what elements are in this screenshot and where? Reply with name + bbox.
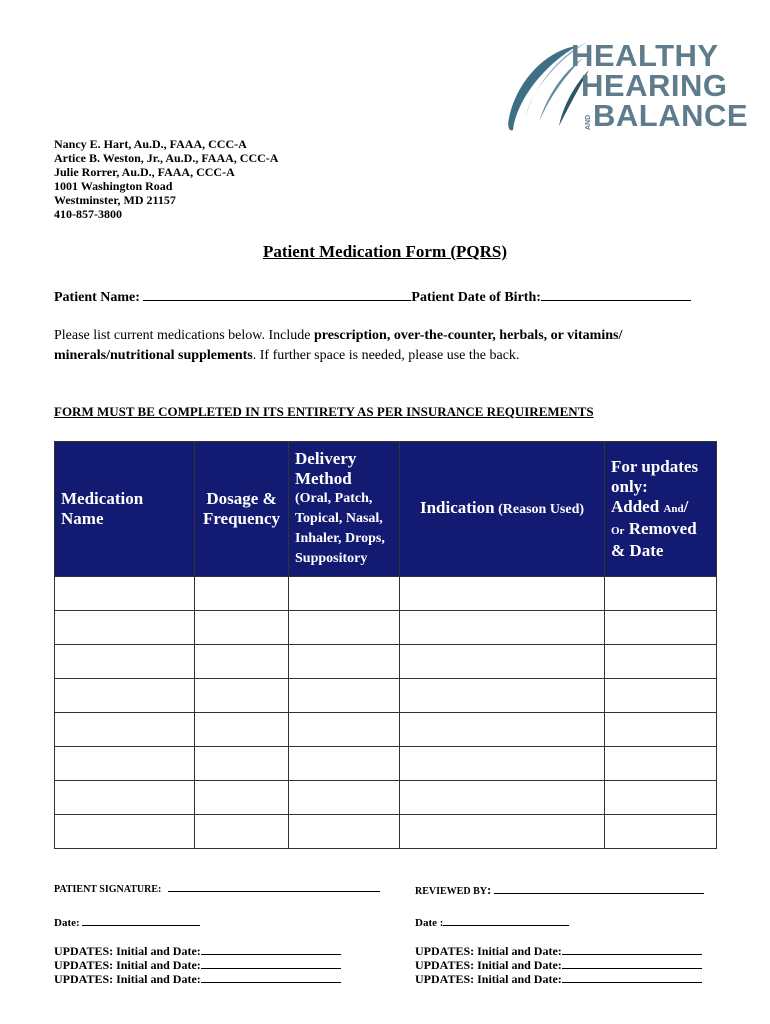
address-line: Julie Rorrer, Au.D., FAAA, CCC-A xyxy=(54,165,235,179)
delivery-cell[interactable] xyxy=(289,815,400,849)
reviewed-by: REVIEWED BY: xyxy=(415,882,704,898)
patient-dob-label: Patient Date of Birth: xyxy=(411,290,541,305)
date-right-label: Date : xyxy=(415,917,444,929)
updates-field[interactable] xyxy=(562,958,702,969)
indication-cell[interactable] xyxy=(400,747,605,781)
delivery-cell[interactable] xyxy=(289,611,400,645)
table-row xyxy=(55,577,717,611)
updates-cell[interactable] xyxy=(605,815,717,849)
indication-cell[interactable] xyxy=(400,679,605,713)
dosage-cell[interactable] xyxy=(195,815,289,849)
address-line: 410-857-3800 xyxy=(54,207,122,221)
updates-cell[interactable] xyxy=(605,781,717,815)
updates-right xyxy=(415,944,702,986)
table-row xyxy=(55,679,717,713)
date-right-field[interactable] xyxy=(443,916,569,926)
medication-cell[interactable] xyxy=(55,713,195,747)
dosage-cell[interactable] xyxy=(195,679,289,713)
medication-cell[interactable] xyxy=(55,781,195,815)
table-row xyxy=(55,713,717,747)
updates-field[interactable] xyxy=(201,958,341,969)
logo-word-and: AND xyxy=(585,114,592,130)
delivery-cell[interactable] xyxy=(289,747,400,781)
practice-address xyxy=(54,137,278,221)
header-delivery-method: Delivery Method (Oral, Patch, Topical, Nasal, Inhaler, Drops, Suppository xyxy=(289,442,400,577)
indication-cell[interactable] xyxy=(400,577,605,611)
header-dosage-frequency: Dosage & Frequency xyxy=(195,442,289,577)
updates-line: UPDATES: Initial and Date: xyxy=(415,944,702,958)
date-left-field[interactable] xyxy=(82,916,200,926)
header-indication: Indication (Reason Used) xyxy=(400,442,605,577)
updates-cell[interactable] xyxy=(605,713,717,747)
updates-field[interactable] xyxy=(201,944,341,955)
medication-table xyxy=(54,441,717,849)
updates-left xyxy=(54,944,341,986)
medication-cell[interactable] xyxy=(55,645,195,679)
logo-word-hearing: HEARING xyxy=(581,68,728,103)
updates-line: UPDATES: Initial and Date: xyxy=(415,972,702,986)
patient-signature-field[interactable] xyxy=(168,882,380,892)
instructions xyxy=(54,326,734,366)
dosage-cell[interactable] xyxy=(195,747,289,781)
dosage-cell[interactable] xyxy=(195,713,289,747)
address-line: 1001 Washington Road xyxy=(54,179,173,193)
medication-cell[interactable] xyxy=(55,577,195,611)
indication-cell[interactable] xyxy=(400,645,605,679)
indication-cell[interactable] xyxy=(400,815,605,849)
delivery-cell[interactable] xyxy=(289,781,400,815)
reviewed-by-label: REVIEWED BY xyxy=(415,886,487,897)
updates-line: UPDATES: Initial and Date: xyxy=(54,958,341,972)
address-line: Nancy E. Hart, Au.D., FAAA, CCC-A xyxy=(54,137,247,151)
patient-dob-field[interactable] xyxy=(541,288,691,301)
updates-cell[interactable] xyxy=(605,747,717,781)
medication-cell[interactable] xyxy=(55,747,195,781)
delivery-cell[interactable] xyxy=(289,713,400,747)
instructions-bold: prescription, over-the-counter, herbals, or vitamins/ minerals/nutritional supplements xyxy=(54,328,623,363)
updates-field[interactable] xyxy=(562,944,702,955)
header-updates: For updates only: Added And/ Or Removed & Date xyxy=(605,442,717,577)
indication-cell[interactable] xyxy=(400,611,605,645)
reviewed-by-field[interactable] xyxy=(494,884,704,894)
patient-signature-label: PATIENT SIGNATURE: xyxy=(54,884,162,895)
dosage-cell[interactable] xyxy=(195,577,289,611)
dosage-cell[interactable] xyxy=(195,781,289,815)
insurance-warning: FORM MUST BE COMPLETED IN ITS ENTIRETY AS PER INSURANCE REQUIREMENTS xyxy=(54,404,594,419)
indication-cell[interactable] xyxy=(400,781,605,815)
date-left xyxy=(54,916,200,929)
table-row xyxy=(55,781,717,815)
delivery-cell[interactable] xyxy=(289,577,400,611)
updates-field[interactable] xyxy=(201,972,341,983)
logo-word-healthy: HEALTHY xyxy=(571,38,719,73)
address-line: Artice B. Weston, Jr., Au.D., FAAA, CCC-A xyxy=(54,151,279,165)
updates-cell[interactable] xyxy=(605,679,717,713)
medication-cell[interactable] xyxy=(55,815,195,849)
table-row xyxy=(55,815,717,849)
header-medication-name: Medication Name xyxy=(55,442,195,577)
updates-cell[interactable] xyxy=(605,645,717,679)
instructions-text-end: . If further space is needed, please use the back. xyxy=(252,348,520,363)
table-header-row xyxy=(55,442,717,577)
dosage-cell[interactable] xyxy=(195,645,289,679)
date-left-label: Date: xyxy=(54,917,80,929)
patient-name-label: Patient Name: xyxy=(54,290,144,305)
indication-cell[interactable] xyxy=(400,713,605,747)
address-line: Westminster, MD 21157 xyxy=(54,193,176,207)
date-right xyxy=(415,916,569,929)
delivery-cell[interactable] xyxy=(289,679,400,713)
logo xyxy=(503,38,749,134)
table-row xyxy=(55,747,717,781)
delivery-cell[interactable] xyxy=(289,645,400,679)
updates-line: UPDATES: Initial and Date: xyxy=(54,972,341,986)
logo-word-balance: BALANCE xyxy=(593,98,749,133)
dosage-cell[interactable] xyxy=(195,611,289,645)
medication-cell[interactable] xyxy=(55,611,195,645)
updates-cell[interactable] xyxy=(605,611,717,645)
table-row xyxy=(55,611,717,645)
updates-line: UPDATES: Initial and Date: xyxy=(54,944,341,958)
patient-info-line xyxy=(54,288,716,306)
updates-cell[interactable] xyxy=(605,577,717,611)
patient-name-field[interactable] xyxy=(143,288,411,301)
table-row xyxy=(55,645,717,679)
form-title: Patient Medication Form (PQRS) xyxy=(262,242,508,261)
instructions-text: Please list current medications below. Include xyxy=(54,328,314,343)
updates-line: UPDATES: Initial and Date: xyxy=(415,958,702,972)
updates-field[interactable] xyxy=(562,972,702,983)
medication-cell[interactable] xyxy=(55,679,195,713)
patient-signature xyxy=(54,882,380,895)
